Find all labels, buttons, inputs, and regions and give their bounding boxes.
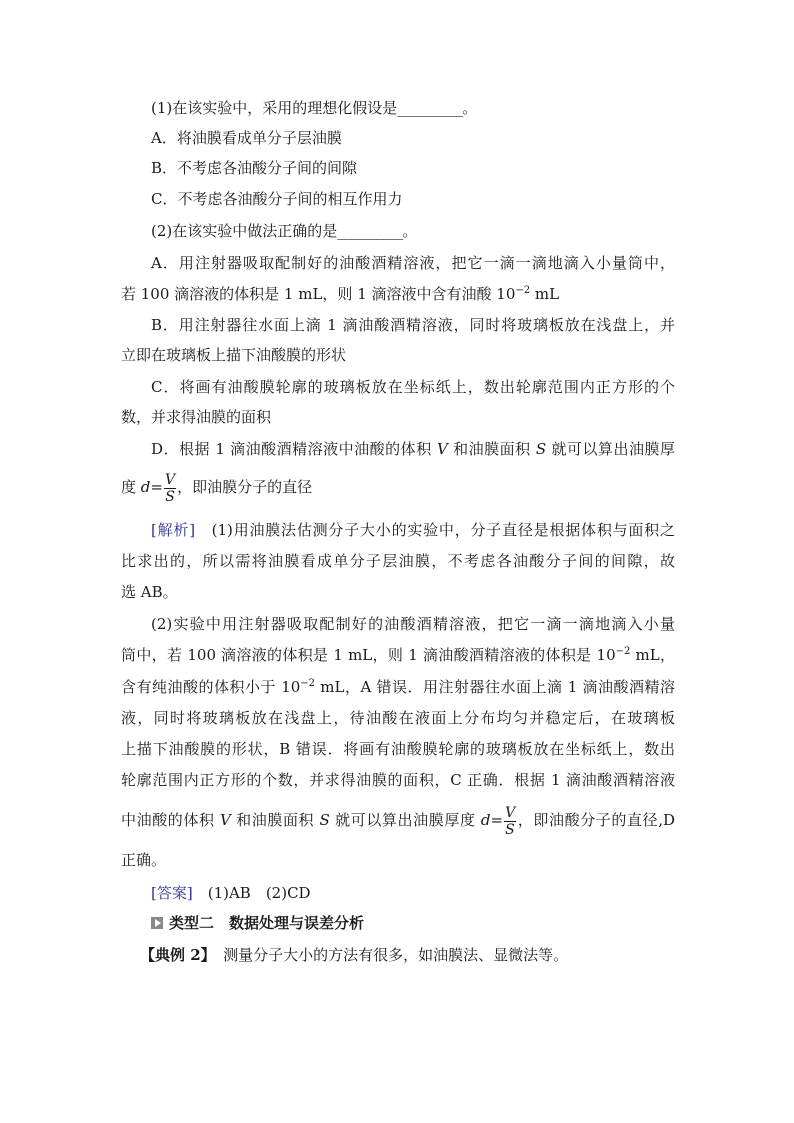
- analysis-p2-line1: (2)实验中用注射器吸取配制好的油酸酒精溶液，把它一滴一滴地滴入小量: [151, 615, 675, 633]
- analysis-var-v: V: [219, 811, 231, 829]
- analysis-p2-line7-text-a: 中油酸的体积: [121, 811, 220, 829]
- analysis-p2-line6: 轮廓范围内正方形的个数，并求得油膜的面积，C 正确．根据 1 滴油酸酒精溶液: [121, 771, 675, 789]
- q2-option-d-line2: [121, 467, 312, 507]
- analysis-p2-line3-exponent: −2: [300, 678, 316, 689]
- analysis-equals: =: [490, 811, 504, 829]
- q1-option-a: A．将油膜看成单分子层油膜: [151, 129, 342, 147]
- section-title: 类型二 数据处理与误差分析: [169, 914, 365, 932]
- q2-option-d-text-e: ，即油膜分子的直径: [177, 478, 313, 496]
- example-line: [140, 945, 568, 965]
- q2-option-d-fraction: [164, 472, 176, 505]
- analysis-p2-line7-text-b: 和油膜面积: [230, 811, 320, 829]
- q2-option-b-line2: 立即在玻璃板上描下油酸膜的形状: [121, 346, 347, 364]
- fraction-denominator: S: [505, 821, 515, 838]
- q2-option-c-line2: 数，并求得油膜的面积: [121, 408, 272, 426]
- q2-option-b-line1: B．用注射器往水面上滴 1 滴油酸酒精溶液，同时将玻璃板放在浅盘上，并: [151, 316, 675, 334]
- analysis-p2-line7-text-c: 就可以算出油膜厚度: [329, 811, 481, 829]
- analysis-var-s: S: [319, 811, 330, 829]
- analysis-p2-line2-text: 筒中，若 100 滴溶液的体积是 1 mL，则 1 滴油酸酒精溶液的体积是 10: [121, 646, 616, 664]
- q2-option-d-var-v: V: [436, 440, 448, 458]
- q2-option-d-text-b: 和油膜面积: [447, 440, 536, 458]
- analysis-p2-line7: [121, 800, 675, 840]
- q2-option-d-text-d: 度: [121, 478, 141, 496]
- q2-option-d-text-c: 就可以算出油膜厚: [546, 440, 675, 458]
- q2-option-d-text-a: D．根据 1 滴油酸酒精溶液中油酸的体积: [151, 440, 437, 458]
- analysis-p2-line2-exponent: −2: [615, 646, 631, 657]
- analysis-var-d: d: [480, 811, 491, 829]
- example-text: 测量分子大小的方法有很多，如油膜法、显微法等。: [208, 946, 569, 964]
- analysis-p2-line3-rest: mL，A 错误．用注射器往水面上滴 1 滴油酸酒精溶: [315, 678, 675, 696]
- q2-stem-end: 。: [402, 222, 418, 240]
- q1-answer-blank: __________: [397, 99, 463, 117]
- analysis-p1-text1: (1)用油膜法估测分子大小的实验中，分子直径是根据体积与面积之: [211, 521, 675, 539]
- q1-option-b: B．不考虑各油酸分子间的间隙: [151, 159, 358, 177]
- q1-stem-end: 。: [462, 99, 478, 117]
- fraction-numerator: V: [164, 471, 176, 488]
- example-label: 【典例 2】: [140, 946, 209, 964]
- analysis-p2-line5: 上描下油酸膜的形状，B 错误．将画有油酸膜轮廓的玻璃板放在坐标纸上，数出: [121, 740, 675, 758]
- q2-option-d-var-d: d: [140, 478, 151, 496]
- analysis-p2-line7-text-e: ，即油酸分子的直径,D: [517, 811, 675, 829]
- analysis-p1-line2: 比求出的，所以需将油膜看成单分子层油膜，不考虑各油酸分子间的间隙，故: [121, 552, 675, 570]
- q2-option-d-var-s: S: [535, 440, 547, 458]
- analysis-p1-line3: 选 AB。: [121, 583, 178, 601]
- analysis-label: [解析]: [151, 521, 196, 539]
- answer-line: [151, 883, 311, 903]
- q2-stem: (2)在该实验中做法正确的是: [151, 222, 338, 240]
- q1-option-c: C．不考虑各油酸分子间的相互作用力: [151, 190, 403, 208]
- answer-text: (1)AB (2)CD: [192, 884, 311, 902]
- analysis-p2-line2-unit: mL，: [630, 646, 676, 664]
- analysis-p2-line4: 液，同时将玻璃板放在浅盘上，待油酸在液面上分布均匀并稳定后，在玻璃板: [121, 709, 675, 727]
- q2-option-c-line1: C．将画有油酸膜轮廓的玻璃板放在坐标纸上，数出轮廓范围内正方形的个: [151, 378, 675, 396]
- q2-option-a-text: 若 100 滴溶液的体积是 1 mL，则 1 滴溶液中含有油酸 10: [121, 285, 516, 303]
- fraction-numerator: V: [505, 804, 516, 821]
- analysis-p2-line3: [121, 677, 675, 697]
- q2-option-a-line2: [121, 284, 559, 304]
- q2-answer-blank: __________: [337, 222, 403, 240]
- analysis-p1-line1: [151, 520, 675, 540]
- analysis-fraction: [504, 805, 516, 838]
- q2-option-d-line1: [151, 439, 675, 459]
- q1-stem: (1)在该实验中，采用的理想化假设是: [151, 99, 398, 117]
- q2-option-d-equals: =: [150, 478, 163, 496]
- analysis-p2-line8: 正确。: [121, 851, 167, 869]
- q2-option-a-exponent: −2: [515, 285, 531, 296]
- answer-label: [答案]: [151, 884, 193, 902]
- section-heading: [151, 913, 364, 933]
- analysis-p2-line2: [121, 645, 675, 665]
- q1-stem-line: [151, 98, 477, 118]
- q2-option-a-unit: mL: [530, 285, 560, 303]
- fraction-denominator: S: [165, 488, 175, 505]
- analysis-p2-line3-text: 含有纯油酸的体积小于 10: [121, 678, 301, 696]
- play-marker-icon: [151, 917, 163, 929]
- q2-option-a-line1: A．用注射器吸取配制好的油酸酒精溶液，把它一滴一滴地滴入小量筒中，: [151, 254, 675, 272]
- q2-stem-line: [151, 221, 417, 241]
